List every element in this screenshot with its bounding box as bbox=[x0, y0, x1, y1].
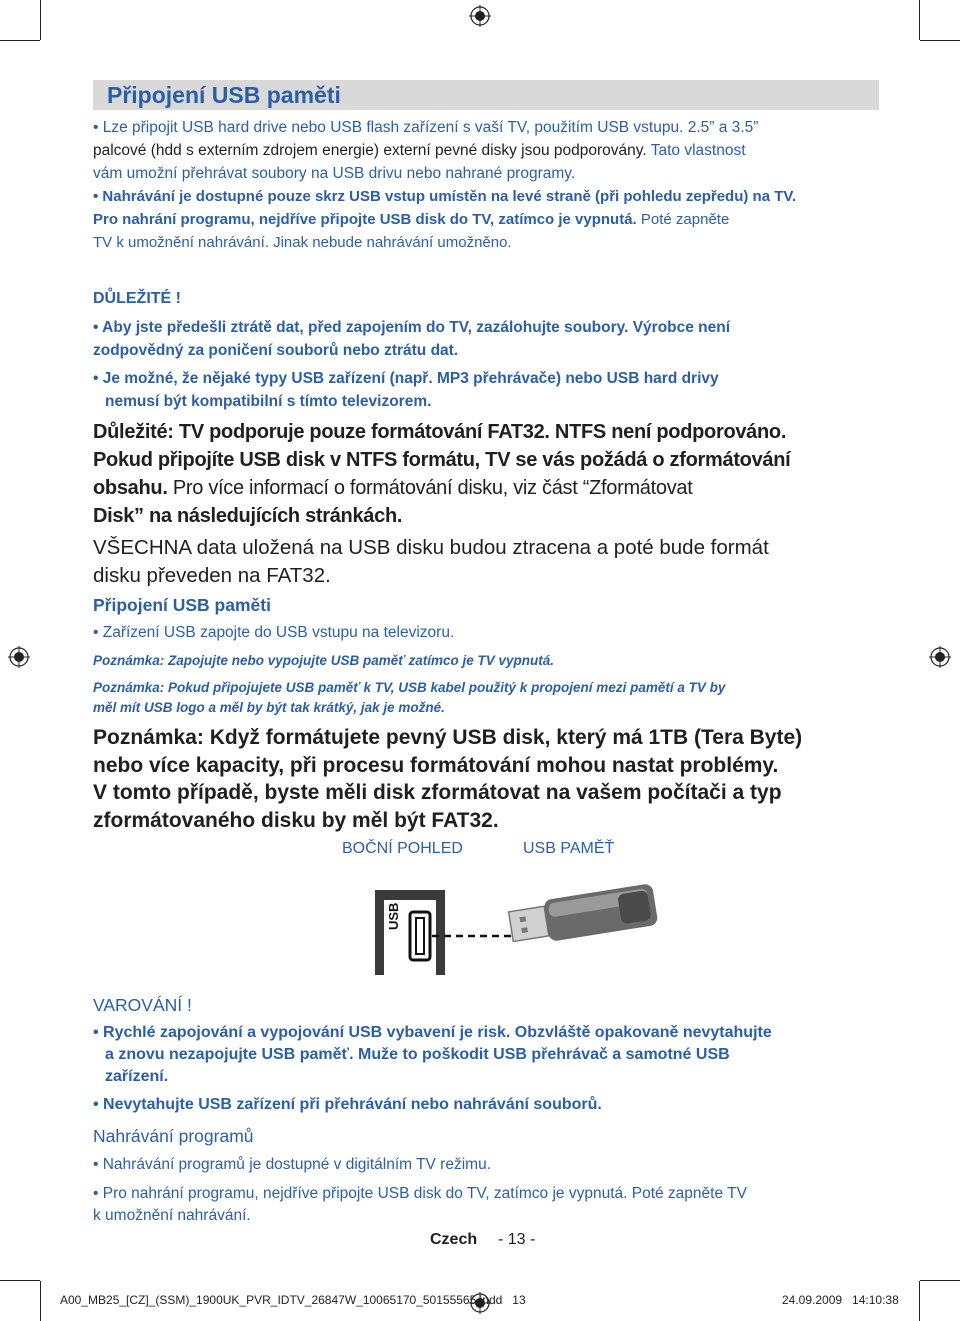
registration-mark-icon bbox=[8, 646, 30, 668]
crop-mark bbox=[920, 40, 960, 41]
section-title: Připojení USB paměti bbox=[93, 595, 271, 615]
paragraph bbox=[93, 534, 883, 590]
section-header-bar bbox=[93, 80, 879, 110]
crop-mark bbox=[0, 1280, 40, 1281]
text-line: Pokud připojíte USB disk v NTFS formátu, TV se vás požádá o zformátování bbox=[93, 449, 791, 471]
big-note bbox=[93, 724, 883, 834]
text-span: Pro nahrání programu, nejdříve připojte USB disk do TV, zatímco je vypnutá. bbox=[93, 211, 637, 228]
text-span: Výrobce není bbox=[628, 319, 731, 336]
text-line: a znovu nezapojujte USB paměť. Muže to poškodit USB přehrávač a samotné USB bbox=[105, 1046, 730, 1063]
text-line bbox=[93, 474, 883, 502]
paragraph bbox=[93, 116, 883, 185]
text-span: Pro více informací o formátování disku, viz část “Zformátovat bbox=[167, 477, 693, 499]
text-line: V tomto případě, byste měli disk zformátovat na vašem počítači a typ bbox=[93, 781, 782, 804]
text-line: vám umožní přehrávat soubory na USB drivu nebo nahrané programy. bbox=[93, 165, 576, 182]
warning-heading: VAROVÁNÍ ! bbox=[93, 995, 192, 1015]
text-span: palcové (hdd s externím zdrojem energie) externí pevné disky jsou podporovány. bbox=[93, 142, 647, 159]
text-line bbox=[93, 139, 883, 162]
crop-mark bbox=[919, 0, 920, 40]
usb-stick-icon bbox=[508, 883, 659, 947]
text-span: Tato vlastnost bbox=[646, 142, 746, 159]
text-line: k umožnění nahrávání. bbox=[93, 1207, 251, 1224]
figure-label-usb: USB PAMĚŤ bbox=[523, 840, 615, 857]
text-line: Důležité: TV podporuje pouze formátování FAT32. NTFS není podporováno. bbox=[93, 421, 787, 443]
crop-mark bbox=[920, 1280, 960, 1281]
paragraph bbox=[93, 418, 883, 530]
section-title: Připojení USB paměti bbox=[107, 82, 341, 108]
footer-page-number: - 13 - bbox=[498, 1231, 536, 1248]
crop-mark bbox=[40, 1281, 41, 1321]
text-line bbox=[93, 316, 883, 339]
footer-date: 24.09.2009 14:10:38 bbox=[782, 1293, 899, 1307]
text-line: • Lze připojit USB hard drive nebo USB flash zařízení s vaší TV, použitím USB vstupu. 2.5” a 3.5” bbox=[93, 119, 759, 136]
text-line bbox=[93, 367, 883, 390]
text-span: MP3 přehrávače) nebo USB hard drivy bbox=[432, 370, 719, 387]
text-line: Poznámka: Pokud připojujete USB paměť k TV, USB kabel použitý k propojení mezi pamětí a TV by bbox=[93, 680, 726, 695]
note: Poznámka: Zapojujte nebo vypojujte USB paměť zatímco je TV vypnutá. bbox=[93, 653, 555, 668]
text-line: TV k umožnění nahrávání. Jinak nebude nahrávání umožněno. bbox=[93, 234, 512, 251]
figure-label-side: BOČNÍ POHLED bbox=[342, 840, 463, 857]
paragraph bbox=[93, 185, 883, 254]
text-span: • Je možné, že nějaké typy USB zařízení (např. bbox=[93, 370, 433, 387]
footer-language: Czech bbox=[430, 1231, 478, 1248]
text-line: Poznámka: Když formátujete pevný USB disk, který má 1TB (Tera Byte) bbox=[93, 726, 803, 749]
registration-mark-icon bbox=[469, 5, 491, 27]
paragraph bbox=[93, 367, 883, 413]
crop-mark bbox=[40, 0, 41, 40]
text-line: disku převeden na FAT32. bbox=[93, 564, 331, 587]
text-line: měl mít USB logo a měl by být tak krátký, jak je možné. bbox=[93, 700, 445, 715]
text-line: • Rychlé zapojování a vypojování USB vybavení je risk. Obzvláště opakovaně nevytahujte bbox=[93, 1024, 772, 1041]
text-line: nemusí být kompatibilní s tímto televizorem. bbox=[105, 393, 432, 410]
usb-port-label: USB bbox=[386, 902, 401, 930]
paragraph bbox=[93, 1022, 883, 1088]
paragraph bbox=[93, 1183, 883, 1227]
text-line: zformátovaného disku by měl být FAT32. bbox=[93, 808, 499, 832]
crop-mark bbox=[0, 40, 40, 41]
text-line: VŠECHNA data uložená na USB disku budou ztracena a poté bude formát bbox=[93, 536, 769, 559]
text-line bbox=[93, 208, 883, 231]
bullet-item: • Zařízení USB zapojte do USB vstupu na televizoru. bbox=[93, 624, 455, 641]
text-span: • Aby jste předešli ztrátě dat, před zapojením do TV, zazálohujte soubory. bbox=[93, 319, 629, 336]
recording-heading: Nahrávání programů bbox=[93, 1126, 254, 1146]
text-line: • Nahrávání je dostupné pouze skrz USB vstup umístěn na levé straně (při pohledu zepředu) na TV. bbox=[93, 188, 797, 205]
note bbox=[93, 678, 725, 718]
footer-file-name: A00_MB25_[CZ]_(SSM)_1900UK_PVR_IDTV_26847W_10065170_50155565.indd 13 bbox=[60, 1293, 526, 1307]
registration-mark-icon bbox=[929, 646, 951, 668]
usb-connection-illustration bbox=[370, 860, 670, 980]
bullet-item: • Nevytahujte USB zařízení při přehrávání nebo nahrávání souborů. bbox=[93, 1096, 602, 1113]
text-span: obsahu. bbox=[93, 477, 168, 499]
paragraph bbox=[93, 316, 883, 362]
usb-port-slot bbox=[416, 918, 424, 954]
text-line: zodpovědný za poničení souborů nebo ztrátu dat. bbox=[93, 342, 459, 359]
text-line: nebo více kapacity, při procesu formátování mohou nastat problémy. bbox=[93, 753, 779, 777]
text-line: • Pro nahrání programu, nejdříve připojte USB disk do TV, zatímco je vypnutá. Poté zapněte TV bbox=[93, 1185, 747, 1202]
important-heading: DŮLEŽITÉ ! bbox=[93, 290, 181, 307]
text-line: zařízení. bbox=[105, 1068, 169, 1085]
crop-mark bbox=[919, 1281, 920, 1321]
text-line: Disk” na následujících stránkách. bbox=[93, 505, 403, 527]
bullet-item: • Nahrávání programů je dostupné v digitálním TV režimu. bbox=[93, 1156, 491, 1173]
text-span: Poté zapněte bbox=[636, 211, 730, 228]
